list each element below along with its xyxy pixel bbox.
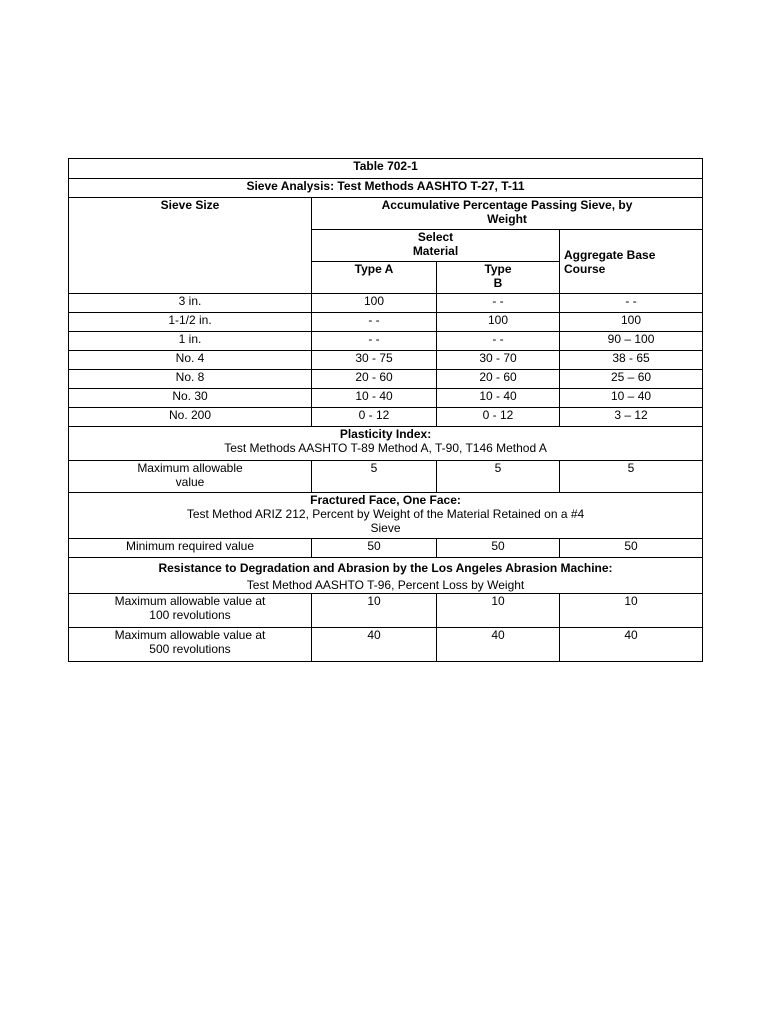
type-a-cell: 20 - 60 bbox=[312, 370, 437, 389]
table-title-row bbox=[69, 179, 703, 198]
specification-table bbox=[68, 158, 703, 662]
type-a-cell: 40 bbox=[312, 628, 437, 662]
requirement-label-cell: Minimum required value bbox=[69, 539, 312, 558]
select-material-header bbox=[312, 230, 560, 262]
type-b-cell: 40 bbox=[437, 628, 560, 662]
table-number: Table 702-1 bbox=[69, 159, 703, 179]
sieve-size-cell: No. 200 bbox=[69, 408, 312, 427]
requirement-label-cell bbox=[69, 594, 312, 628]
type-b-cell: - - bbox=[437, 332, 560, 351]
table-row bbox=[69, 539, 703, 558]
plasticity-method: Test Methods AASHTO T-89 Method A, T-90, T146 Method A bbox=[224, 441, 547, 455]
table-row bbox=[69, 313, 703, 332]
table-title: Sieve Analysis: Test Methods AASHTO T-27, T-11 bbox=[69, 179, 703, 198]
table-row bbox=[69, 594, 703, 628]
requirement-label-cell bbox=[69, 628, 312, 662]
type-a-cell: 10 bbox=[312, 594, 437, 628]
requirement-label-cell bbox=[69, 461, 312, 493]
type-b-cell: 100 bbox=[437, 313, 560, 332]
type-a-cell: 0 - 12 bbox=[312, 408, 437, 427]
sieve-size-cell: 3 in. bbox=[69, 294, 312, 313]
aggregate-base-cell: 10 bbox=[560, 594, 703, 628]
table-row bbox=[69, 628, 703, 662]
plasticity-heading: Plasticity Index: bbox=[339, 427, 432, 441]
fractured-face-heading: Fractured Face, One Face: bbox=[310, 493, 461, 507]
type-a-cell: - - bbox=[312, 332, 437, 351]
type-b-cell: 10 bbox=[437, 594, 560, 628]
sieve-size-cell: No. 8 bbox=[69, 370, 312, 389]
aggregate-base-cell: 40 bbox=[560, 628, 703, 662]
type-b-cell: - - bbox=[437, 294, 560, 313]
type-b-cell: 30 - 70 bbox=[437, 351, 560, 370]
aggregate-base-cell: 100 bbox=[560, 313, 703, 332]
type-a-label: Type A bbox=[354, 262, 394, 276]
table-row bbox=[69, 408, 703, 427]
plasticity-label: Maximum allowable value bbox=[137, 461, 243, 489]
aggregate-base-cell: 5 bbox=[560, 461, 703, 493]
plasticity-section bbox=[69, 427, 703, 461]
type-b-cell: 10 - 40 bbox=[437, 389, 560, 408]
select-material-label: Select Material bbox=[412, 230, 459, 258]
aggregate-base-cell: 50 bbox=[560, 539, 703, 558]
aggregate-base-label: Aggregate Base Course bbox=[564, 247, 656, 276]
abrasion-section bbox=[69, 558, 703, 594]
aggregate-base-cell: 10 – 40 bbox=[560, 389, 703, 408]
type-b-cell: 20 - 60 bbox=[437, 370, 560, 389]
table-row bbox=[69, 294, 703, 313]
aggregate-base-cell: - - bbox=[560, 294, 703, 313]
sieve-size-cell: No. 30 bbox=[69, 389, 312, 408]
table-number-row bbox=[69, 159, 703, 179]
table-row bbox=[69, 389, 703, 408]
header-row-1 bbox=[69, 198, 703, 230]
type-a-cell: 5 bbox=[312, 461, 437, 493]
sieve-size-header-label: Sieve Size bbox=[160, 198, 220, 212]
abrasion-method: Test Method AASHTO T-96, Percent Loss by Weight bbox=[246, 578, 525, 592]
aggregate-base-cell: 3 – 12 bbox=[560, 408, 703, 427]
aggregate-base-cell: 25 – 60 bbox=[560, 370, 703, 389]
fractured-face-method: Test Method ARIZ 212, Percent by Weight of the Material Retained on a #4 Sieve bbox=[186, 507, 585, 535]
type-b-cell: 5 bbox=[437, 461, 560, 493]
sieve-size-cell: No. 4 bbox=[69, 351, 312, 370]
type-b-cell: 50 bbox=[437, 539, 560, 558]
abrasion-500-label: Maximum allowable value at 500 revolutions bbox=[114, 628, 266, 656]
type-b-cell: 0 - 12 bbox=[437, 408, 560, 427]
abrasion-section-row bbox=[69, 558, 703, 594]
plasticity-section-row bbox=[69, 427, 703, 461]
abrasion-100-label: Maximum allowable value at 100 revolutions bbox=[114, 594, 266, 622]
table-row bbox=[69, 370, 703, 389]
aggregate-base-cell: 90 – 100 bbox=[560, 332, 703, 351]
sieve-size-cell: 1-1/2 in. bbox=[69, 313, 312, 332]
type-a-header bbox=[312, 262, 437, 294]
type-b-header bbox=[437, 262, 560, 294]
sieve-size-cell: 1 in. bbox=[69, 332, 312, 351]
accumulative-header-label: Accumulative Percentage Passing Sieve, by Weight bbox=[381, 198, 633, 226]
table-row bbox=[69, 461, 703, 493]
sieve-size-header bbox=[69, 198, 312, 294]
type-a-cell: 10 - 40 bbox=[312, 389, 437, 408]
type-a-cell: - - bbox=[312, 313, 437, 332]
type-a-cell: 30 - 75 bbox=[312, 351, 437, 370]
table-row bbox=[69, 332, 703, 351]
aggregate-base-header bbox=[560, 230, 703, 294]
fractured-face-section bbox=[69, 493, 703, 539]
type-b-label: Type B bbox=[484, 262, 512, 290]
fractured-face-section-row bbox=[69, 493, 703, 539]
type-a-cell: 100 bbox=[312, 294, 437, 313]
accumulative-header bbox=[312, 198, 703, 230]
type-a-cell: 50 bbox=[312, 539, 437, 558]
abrasion-heading: Resistance to Degradation and Abrasion by the Los Angeles Abrasion Machine: bbox=[158, 561, 613, 575]
aggregate-base-cell: 38 - 65 bbox=[560, 351, 703, 370]
table-row bbox=[69, 351, 703, 370]
